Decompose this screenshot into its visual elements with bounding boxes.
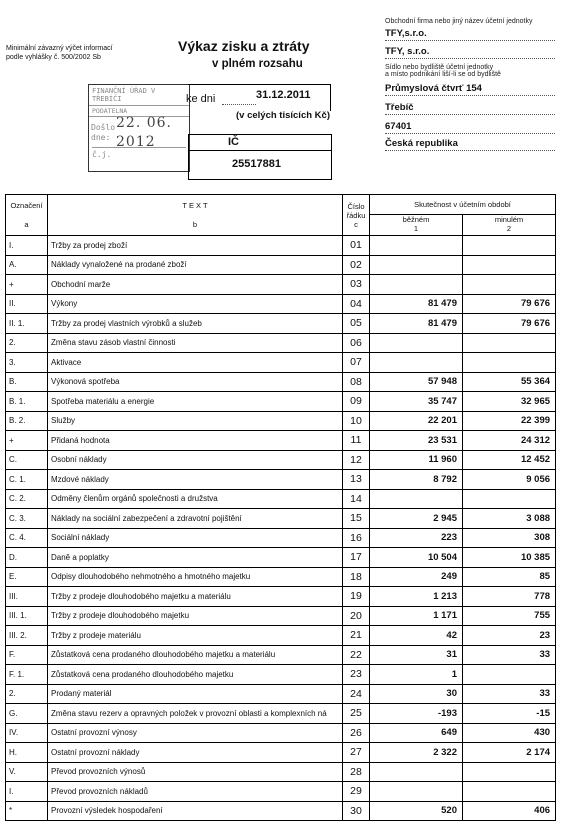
table-row [6,392,556,412]
row-previous-value: 79 676 [463,314,556,334]
income-statement-table [5,194,556,821]
row-current-value: 2 945 [370,509,463,529]
row-current-value: 1 171 [370,606,463,626]
row-mark: 3. [6,353,48,373]
table-row [6,704,556,724]
row-previous-value: 406 [463,801,556,821]
row-mark: 2. [6,333,48,353]
row-previous-value: 79 676 [463,294,556,314]
row-previous-value: 9 056 [463,470,556,490]
row-current-value: 57 948 [370,372,463,392]
row-mark: C. [6,450,48,470]
row-mark: C. 4. [6,528,48,548]
row-text: Spotřeba materiálu a energie [48,392,343,412]
row-current-value: 1 [370,665,463,685]
table-row [6,489,556,509]
legal-note [6,44,113,62]
row-current-value [370,762,463,782]
row-text: Tržby z prodeje dlouhodobého majetku [48,606,343,626]
table-row [6,275,556,295]
row-mark: C. 3. [6,509,48,529]
row-mark: H. [6,743,48,763]
row-previous-value: 24 312 [463,431,556,451]
row-number: 17 [343,548,370,568]
row-current-value: 81 479 [370,294,463,314]
row-previous-value: 778 [463,587,556,607]
row-text: Výkony [48,294,343,314]
row-text: Tržby za prodej zboží [48,236,343,256]
row-mark: C. 2. [6,489,48,509]
table-row [6,723,556,743]
row-mark: + [6,275,48,295]
row-text: Tržby z prodeje dlouhodobého majetku a materiálu [48,587,343,607]
header-a: a [24,220,29,229]
stamp-cj-label: č.j. [92,147,186,159]
row-current-value: 35 747 [370,392,463,412]
row-mark: G. [6,704,48,724]
row-previous-value: 33 [463,645,556,665]
table-row [6,567,556,587]
row-mark: II. 1. [6,314,48,334]
company-country: Česká republika [385,138,555,151]
table-row [6,372,556,392]
header-skutecnost: Skutečnost v účetním období [370,195,556,215]
row-mark: + [6,431,48,451]
header-cislo: Číslo [347,201,365,211]
table-row [6,431,556,451]
header-2: 2 [506,223,512,233]
row-number: 04 [343,294,370,314]
row-current-value [370,275,463,295]
report-date: 31.12.2011 [256,89,311,101]
table-row [6,255,556,275]
ic-box [188,134,332,180]
stamp-podatelna: PODATELNA [92,107,128,115]
row-number: 20 [343,606,370,626]
row-text: Sociální náklady [48,528,343,548]
header-c: c [354,219,358,229]
table-row [6,684,556,704]
table-row [6,645,556,665]
page-title: Výkaz zisku a ztráty [178,38,310,54]
table-row [6,314,556,334]
stamp-office: FINANČNÍ ÚŘAD V TŘEBÍČI [89,85,189,106]
row-number: 19 [343,587,370,607]
row-text: Provozní výsledek hospodaření [48,801,343,821]
row-number: 01 [343,236,370,256]
row-text: Mzdové náklady [48,470,343,490]
page-subtitle: v plném rozsahu [212,58,303,70]
row-mark: F. 1. [6,665,48,685]
row-current-value: 249 [370,567,463,587]
stamp-date: 22. 06. 2012 [116,115,172,150]
row-previous-value: -15 [463,704,556,724]
ic-label: IČ [228,136,239,148]
row-current-value: 30 [370,684,463,704]
row-previous-value [463,665,556,685]
row-current-value: 23 531 [370,431,463,451]
row-text: Odpisy dlouhodobého nehmotného a hmotného majetku [48,567,343,587]
company-street: Průmyslová čtvrť 154 [385,83,555,96]
row-number: 12 [343,450,370,470]
table-row [6,548,556,568]
row-current-value: 81 479 [370,314,463,334]
row-current-value [370,489,463,509]
company-city: Třebíč [385,102,555,115]
row-text: Výkonová spotřeba [48,372,343,392]
row-current-value: -193 [370,704,463,724]
stamp-dne-label: dne: [91,133,111,142]
row-mark: I. [6,782,48,802]
row-number: 06 [343,333,370,353]
row-number: 30 [343,801,370,821]
row-current-value [370,255,463,275]
table-row [6,333,556,353]
header-bezne: běžném [402,214,430,224]
row-current-value: 1 213 [370,587,463,607]
row-text: Zůstatková cena prodaného dlouhodobého majetku [48,665,343,685]
ke-dni-label: ke dni [186,93,216,105]
row-previous-value [463,782,556,802]
row-previous-value [463,489,556,509]
row-previous-value [463,255,556,275]
row-number: 25 [343,704,370,724]
row-number: 18 [343,567,370,587]
row-mark: F. [6,645,48,665]
table-row [6,762,556,782]
row-number: 03 [343,275,370,295]
company-zip: 67401 [385,121,555,134]
row-number: 14 [343,489,370,509]
row-number: 29 [343,782,370,802]
row-number: 16 [343,528,370,548]
table-row [6,528,556,548]
row-current-value: 223 [370,528,463,548]
row-text: Ostatní provozní náklady [48,743,343,763]
row-text: Ostatní provozní výnosy [48,723,343,743]
header-cell-oznaceni [6,195,48,236]
row-text: Náklady na sociální zabezpečení a zdravotní pojištění [48,509,343,529]
row-current-value [370,782,463,802]
header-cell-text [48,195,343,236]
table-row [6,294,556,314]
row-previous-value: 32 965 [463,392,556,412]
table-row [6,470,556,490]
row-text: Náklady vynaložené na prodané zboží [48,255,343,275]
company-name-1: TFY,s.r.o. [385,28,555,41]
table-row [6,606,556,626]
row-current-value [370,353,463,373]
header-cell-minule [463,214,556,235]
row-mark: B. 2. [6,411,48,431]
row-number: 23 [343,665,370,685]
row-previous-value: 10 385 [463,548,556,568]
row-number: 13 [343,470,370,490]
row-previous-value [463,762,556,782]
row-text: Převod provozních výnosů [48,762,343,782]
row-previous-value [463,353,556,373]
row-current-value: 10 504 [370,548,463,568]
row-previous-value: 12 452 [463,450,556,470]
row-number: 22 [343,645,370,665]
legal-note-line1: Minimální závazný výčet informací [6,45,113,52]
row-previous-value: 755 [463,606,556,626]
row-number: 27 [343,743,370,763]
row-number: 28 [343,762,370,782]
row-number: 02 [343,255,370,275]
row-mark: V. [6,762,48,782]
row-previous-value: 2 174 [463,743,556,763]
header-b: b [192,220,198,229]
row-mark: 2. [6,684,48,704]
row-mark: * [6,801,48,821]
row-current-value: 649 [370,723,463,743]
row-previous-value: 3 088 [463,509,556,529]
row-number: 09 [343,392,370,412]
row-mark: C. 1. [6,470,48,490]
row-number: 07 [343,353,370,373]
header-1: 1 [413,223,419,233]
row-text: Převod provozních nákladů [48,782,343,802]
header-cell-cislo [343,195,370,236]
legal-note-line2: podle vyhlášky č. 500/2002 Sb [6,54,101,61]
header-oznaceni: Označení [10,201,43,210]
row-mark: E. [6,567,48,587]
company-name-label: Obchodní firma nebo jiný název účetní jednotky [385,18,533,25]
row-text: Služby [48,411,343,431]
row-mark: B. [6,372,48,392]
row-current-value: 42 [370,626,463,646]
row-previous-value: 430 [463,723,556,743]
row-text: Tržby z prodeje materiálu [48,626,343,646]
row-previous-value: 22 399 [463,411,556,431]
row-text: Odměny členům orgánů společnosti a družstva [48,489,343,509]
row-number: 15 [343,509,370,529]
row-mark: II. [6,294,48,314]
row-current-value: 22 201 [370,411,463,431]
table-row [6,509,556,529]
row-mark: III. 2. [6,626,48,646]
row-text: Změna stavu zásob vlastní činnosti [48,333,343,353]
table-row [6,801,556,821]
row-current-value [370,236,463,256]
row-number: 05 [343,314,370,334]
row-text: Obchodní marže [48,275,343,295]
row-text: Aktivace [48,353,343,373]
row-text: Tržby za prodej vlastních výrobků a služeb [48,314,343,334]
row-text: Přidaná hodnota [48,431,343,451]
row-number: 10 [343,411,370,431]
ic-value: 25517881 [232,158,281,170]
table-row [6,665,556,685]
row-mark: III. [6,587,48,607]
row-text: Prodaný materiál [48,684,343,704]
header-minule: minulém [494,214,524,224]
table-row [6,353,556,373]
row-text: Daně a poplatky [48,548,343,568]
row-mark: I. [6,236,48,256]
address-label-2: a místo podnikání liší-li se od bydliště [385,71,501,78]
row-text: Změna stavu rezerv a opravných položek v provozní oblasti a komplexních ná [48,704,343,724]
row-mark: D. [6,548,48,568]
row-previous-value: 55 364 [463,372,556,392]
row-number: 21 [343,626,370,646]
company-info [385,18,555,151]
units-note: (v celých tisících Kč) [236,110,330,121]
row-current-value: 11 960 [370,450,463,470]
row-current-value: 8 792 [370,470,463,490]
row-number: 11 [343,431,370,451]
header-cell-bezne [370,214,463,235]
row-text: Osobní náklady [48,450,343,470]
table-row [6,236,556,256]
row-previous-value: 23 [463,626,556,646]
table-row [6,782,556,802]
company-name-2: TFY, s.r.o. [385,46,555,59]
row-previous-value: 33 [463,684,556,704]
row-text: Zůstatková cena prodaného dlouhodobého majetku a materiálu [48,645,343,665]
row-mark: B. 1. [6,392,48,412]
address-label: Sídlo nebo bydliště účetní jednotky [385,64,494,71]
row-previous-value [463,275,556,295]
table-row [6,450,556,470]
header-radku: řádku [346,210,366,220]
table-row [6,411,556,431]
row-number: 08 [343,372,370,392]
header-text: T E X T [182,201,208,210]
row-number: 26 [343,723,370,743]
row-number: 24 [343,684,370,704]
row-current-value: 2 322 [370,743,463,763]
row-previous-value: 85 [463,567,556,587]
row-previous-value [463,236,556,256]
row-current-value [370,333,463,353]
stamp-dosle-label: Došlo [91,123,116,132]
row-mark: IV. [6,723,48,743]
row-mark: A. [6,255,48,275]
table-row [6,587,556,607]
row-current-value: 31 [370,645,463,665]
table-row [6,743,556,763]
row-previous-value: 308 [463,528,556,548]
table-row [6,626,556,646]
row-previous-value [463,333,556,353]
row-mark: III. 1. [6,606,48,626]
row-current-value: 520 [370,801,463,821]
